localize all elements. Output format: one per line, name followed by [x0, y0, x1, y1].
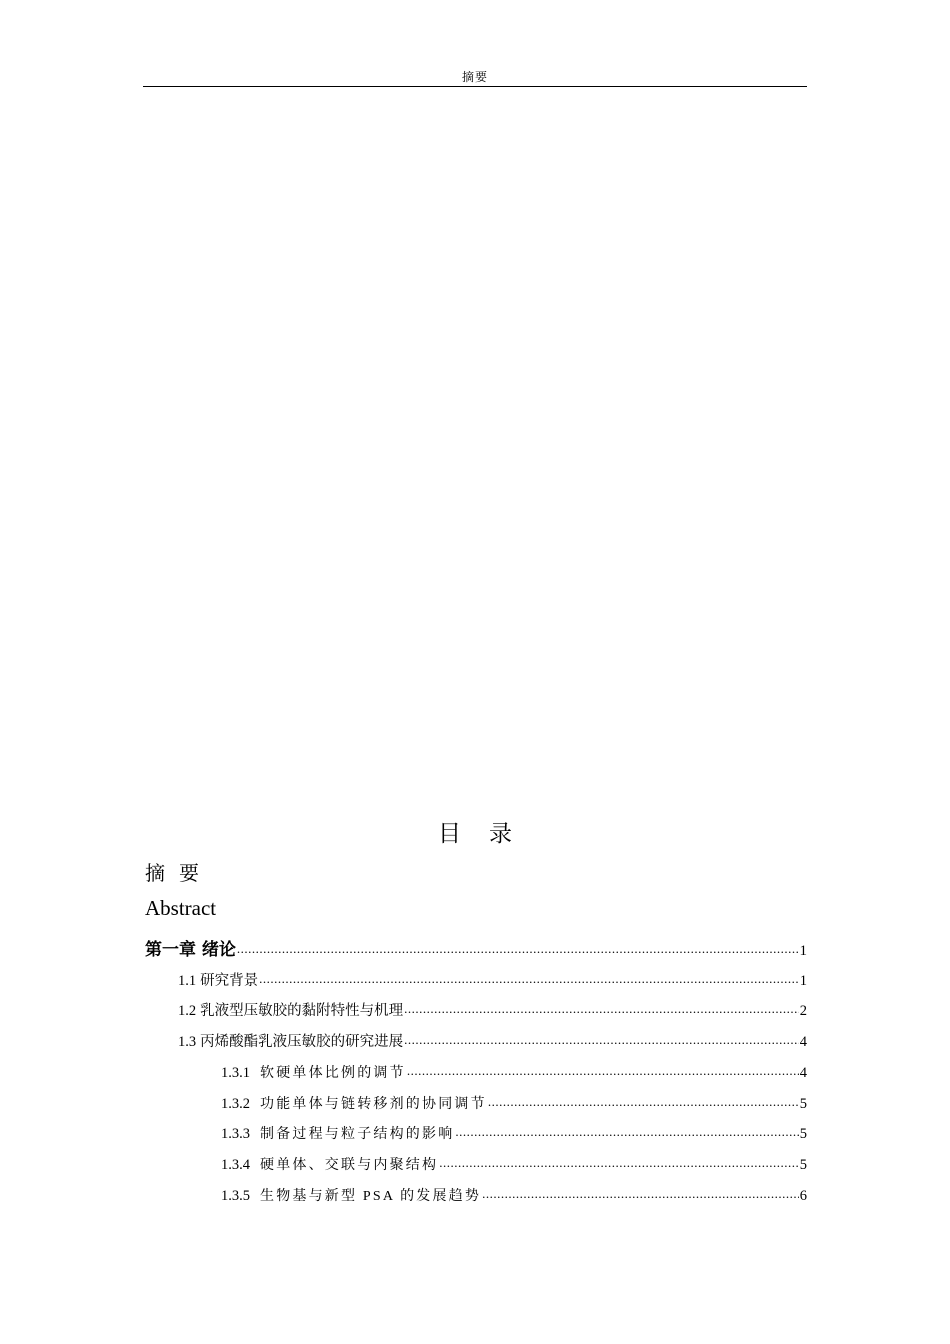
toc-entry-number: 1.2: [178, 1003, 197, 1019]
toc-entry-page: 1: [799, 943, 807, 959]
toc-leader-dots: [404, 1032, 799, 1047]
toc-entry-page: 5: [799, 1096, 807, 1112]
toc-entry-label: 生物基与新型 PSA 的发展趋势: [260, 1189, 482, 1204]
toc-entry-label: 功能单体与链转移剂的协同调节: [260, 1097, 487, 1112]
toc-entry-page: 5: [799, 1157, 807, 1173]
toc-entry-1-3[interactable]: [178, 1030, 807, 1051]
toc-entry-1-3-5[interactable]: [221, 1185, 807, 1205]
toc-entry-1-3-3[interactable]: [221, 1123, 807, 1143]
toc-entry-label: 第一章 绪论: [145, 940, 236, 960]
toc-entry-1-3-1[interactable]: [221, 1062, 807, 1082]
toc-leader-dots: [482, 1186, 799, 1201]
toc-leader-dots: [407, 1063, 799, 1078]
toc-leader-dots: [404, 1001, 799, 1016]
toc-leader-dots: [259, 971, 799, 986]
toc-entry-abstract-cn[interactable]: 摘要: [145, 861, 213, 885]
toc-entry-number: 1.3.2: [221, 1096, 250, 1112]
toc-entry-label: 丙烯酸酯乳液压敏胶的研究进展: [200, 1034, 404, 1050]
toc-entry-label: 乳液型压敏胶的黏附特性与机理: [200, 1003, 404, 1019]
toc-entry-page: 4: [799, 1034, 807, 1050]
toc-entry-chapter-1[interactable]: [145, 935, 807, 960]
toc-entry-label: 研究背景: [200, 973, 259, 989]
toc-entry-label: 软硬单体比例的调节: [260, 1066, 406, 1081]
toc-leader-dots: [455, 1124, 798, 1139]
toc-title: 目录: [438, 821, 540, 847]
toc-entry-number: 1.1: [178, 973, 197, 989]
toc-leader-dots: [439, 1155, 799, 1170]
page-header-title: 摘要: [461, 70, 488, 84]
toc-entry-number: 1.3.5: [221, 1188, 250, 1204]
toc-leader-dots: [488, 1094, 799, 1109]
toc-entry-1-3-2[interactable]: [221, 1093, 807, 1113]
toc-entry-page: 2: [799, 1003, 807, 1019]
toc-entry-label: 制备过程与粒子结构的影响: [260, 1127, 455, 1142]
toc-entry-number: 1.3.1: [221, 1065, 250, 1081]
toc-entry-abstract-en[interactable]: Abstract: [145, 896, 217, 920]
page-header: [143, 66, 807, 87]
toc-entry-label: 硬单体、交联与内聚结构: [260, 1158, 439, 1173]
toc-entry-page: 1: [799, 973, 807, 989]
toc-entry-number: 1.3.4: [221, 1157, 250, 1173]
toc-entry-number: 1.3.3: [221, 1126, 250, 1142]
toc-entry-1-1[interactable]: [178, 969, 807, 990]
toc-entry-page: 4: [799, 1065, 807, 1081]
toc-entry-page: 5: [799, 1126, 807, 1142]
toc-leader-dots: [237, 940, 799, 955]
toc-entry-number: 1.3: [178, 1034, 197, 1050]
toc-entry-page: 6: [799, 1188, 807, 1204]
toc-entry-1-2[interactable]: [178, 999, 807, 1020]
toc-entry-1-3-4[interactable]: [221, 1154, 807, 1174]
